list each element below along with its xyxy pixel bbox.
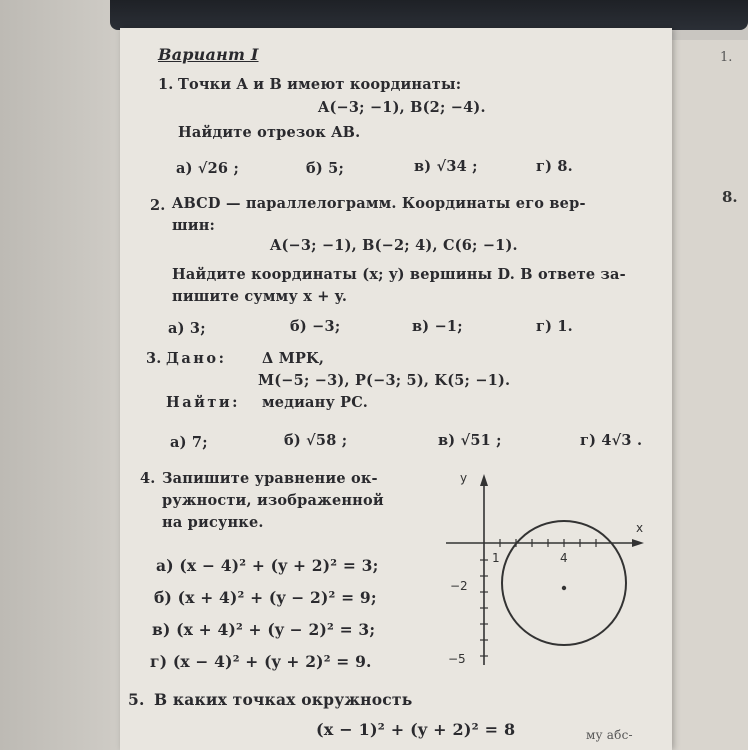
variant-title: Вариант I: [158, 45, 259, 64]
q4-line1: Запишите уравнение ок-: [162, 470, 378, 487]
q1-option-c: в) √34 ;: [414, 158, 478, 175]
dark-object-top: [110, 0, 748, 30]
x-tick-label-4: 4: [560, 551, 568, 565]
q4-option-c: в) (x + 4)² + (y − 2)² = 3;: [152, 620, 376, 639]
q4-line3: на рисунке.: [162, 514, 264, 531]
q2-coords: A(−3; −1), B(−2; 4), C(6; −1).: [270, 237, 518, 254]
q2-option-b: б) −3;: [290, 318, 341, 335]
q3-find: медиану PC.: [262, 394, 369, 411]
x-axis-label: x: [636, 521, 644, 535]
q2-ask2: пишите сумму x + y.: [172, 288, 348, 305]
q2-option-c: в) −1;: [412, 318, 463, 335]
q3-given-points: M(−5; −3), P(−3; 5), K(5; −1).: [258, 372, 511, 389]
q2-option-d: г) 1.: [536, 318, 573, 335]
q1-number: 1.: [158, 76, 174, 93]
right-page-mark: 1.: [720, 50, 733, 65]
q2-line1: ABCD — параллелограмм. Координаты его вер-: [172, 195, 586, 212]
x-tick-label-1: 1: [492, 551, 500, 565]
q3-given: Δ MPK,: [262, 350, 325, 367]
q3-find-label: Найти:: [166, 394, 240, 411]
q5-equation: (x − 1)² + (y + 2)² = 8: [316, 720, 516, 739]
background-left: [0, 0, 120, 750]
q4-line2: ружности, изображенной: [162, 492, 384, 509]
q3-number: 3.: [146, 350, 162, 367]
right-page-edge: [672, 40, 748, 750]
q2-line2: шин:: [172, 217, 216, 234]
q4-option-d: г) (x − 4)² + (y + 2)² = 9.: [150, 652, 372, 671]
q1-option-b: б) 5;: [306, 160, 345, 177]
q3-option-b: б) √58 ;: [284, 432, 348, 449]
q1-text: Точки A и B имеют координаты:: [178, 76, 462, 93]
q3-option-d: г) 4√3 .: [580, 432, 643, 449]
q2-number: 2.: [150, 197, 166, 214]
q4-option-b: б) (x + 4)² + (y − 2)² = 9;: [154, 588, 377, 607]
q1-option-a: а) √26 ;: [176, 160, 240, 177]
q1-ask: Найдите отрезок AB.: [178, 124, 361, 141]
y-tick-label-2: −2: [450, 579, 468, 593]
x-axis-arrow: [632, 539, 644, 547]
q4-option-a: а) (x − 4)² + (y + 2)² = 3;: [156, 556, 379, 575]
q3-option-a: а) 7;: [170, 434, 208, 451]
y-axis-arrow: [480, 474, 488, 486]
q5-number: 5.: [128, 690, 145, 709]
q2-option-a: а) 3;: [168, 320, 206, 337]
y-axis-label: y: [460, 471, 468, 485]
right-page-number: 8.: [722, 188, 738, 206]
y-tick-label-5: −5: [448, 652, 466, 666]
q5-line1: В каких точках окружность: [154, 690, 413, 709]
q4-number: 4.: [140, 470, 156, 487]
circle-center-dot: [562, 586, 566, 590]
q5-cut-text: му абс-: [586, 728, 633, 742]
q1-coords: A(−3; −1), B(2; −4).: [318, 99, 486, 116]
q3-option-c: в) √51 ;: [438, 432, 502, 449]
circle-figure: [436, 470, 656, 675]
q1-option-d: г) 8.: [536, 158, 573, 175]
q2-ask1: Найдите координаты (x; y) вершины D. В ответе за-: [172, 266, 626, 283]
q3-given-label: Дано:: [166, 350, 227, 367]
